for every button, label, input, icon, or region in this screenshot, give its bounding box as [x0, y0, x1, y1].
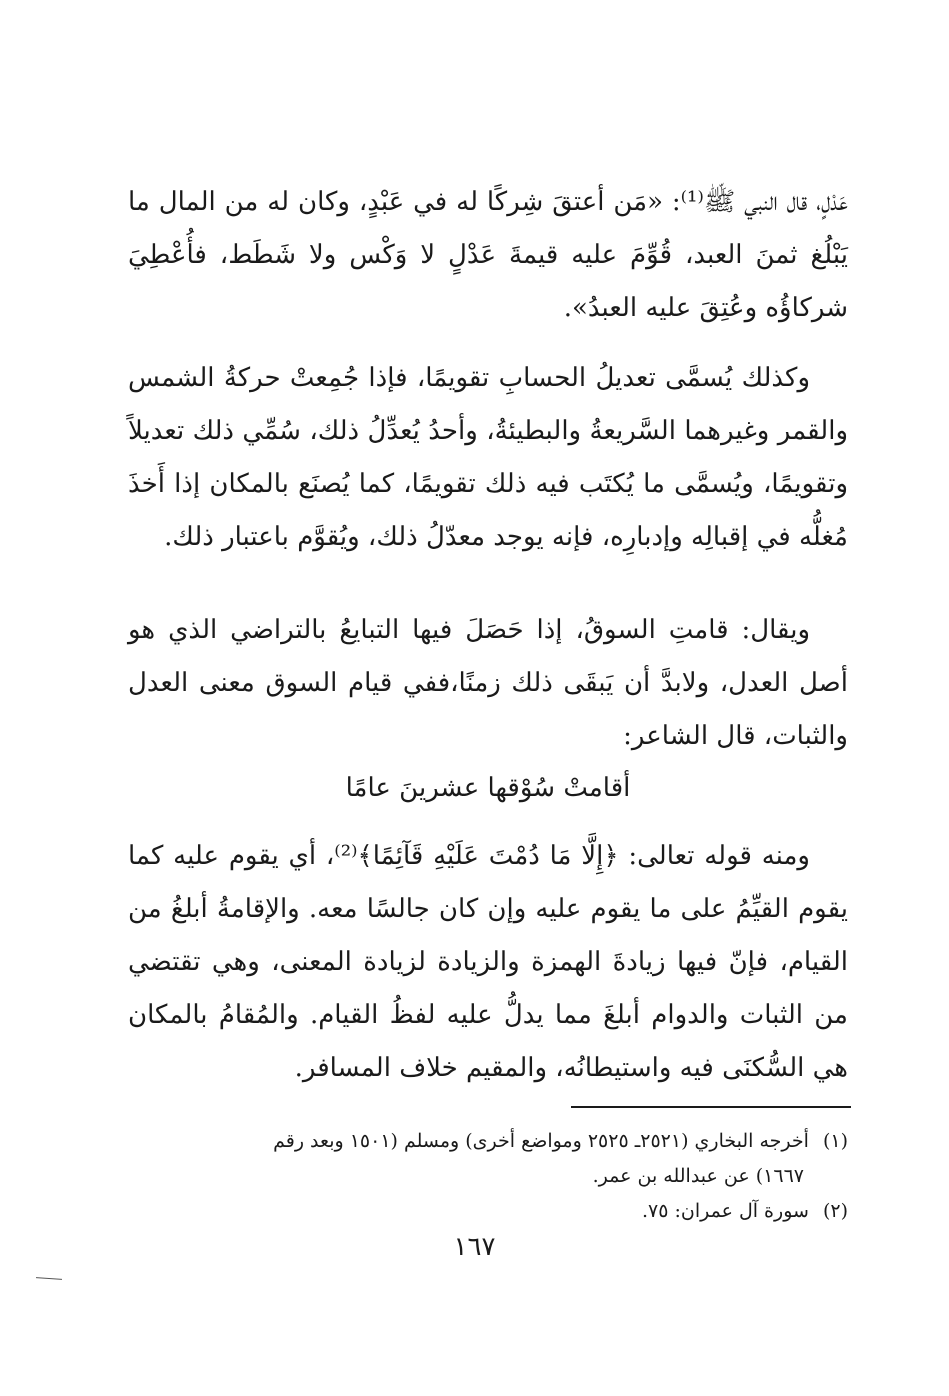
paragraph-iqamah: ومنه قوله تعالى: ﴿إِلَّا مَا دُمْتَ عَلَيْهِ قَآئِمًا﴾⁽²⁾، أي يقوم عليه كما يقوم القيِّمُ على ما يقوم عليه وإن كان جالسًا معه. والإقامةُ أبلغُ من القيام، فإنّ فيها زيادةَ الهمزة والزيادة لزيادة المعنى، وهي تقتضي من الثبات والدوام أبلغَ مما يدلُّ عليه لفظُ القيام. والمُقامُ بالمكان هي السُّكنَى فيه واستيطانُه، والمقيم خلاف المسافر.	[128, 841, 848, 1083]
footnote-2	[128, 1194, 848, 1229]
footnote-text: أخرجه البخاري (٢٥٢١ـ ٢٥٢٥ ومواضع أخرى) ومسلم (١٥٠١ وبعد رقم	[273, 1130, 809, 1152]
footnote-number: (٢)	[822, 1200, 848, 1222]
page-number: ١٦٧	[453, 1232, 496, 1262]
footnotes-section	[128, 1124, 848, 1229]
paragraph-taqwim: وكذلك يُسمَّى تعديلُ الحسابِ تقويمًا، فإذا جُمِعتْ حركةُ الشمس والقمر وغيرهما السَّريعةُ والبطيئةُ، وأحدُ يُعدِّلُ ذلك، سُمِّي ذلك تعديلاً وتقويمًا، ويُسمَّى ما يُكتَب فيه ذلك تقويمًا، كما يُصنَع بالمكان إذا أَخذَ مُغلُّه في إقبالِه وإدبارِه، فإنه يوجد معدّلُ ذلك، ويُقوَّم باعتبار ذلك.	[128, 363, 848, 552]
scan-mark	[36, 1277, 62, 1280]
footnote-separator	[571, 1106, 851, 1108]
poetry-verse: أقامتْ سُوْقها عشرينَ عامًا	[345, 773, 631, 803]
footnote-1-continuation: ١٦٦٧) عن عبدالله بن عمر.	[592, 1165, 804, 1187]
paragraph-market: ويقال: قامتِ السوقُ، إذا حَصَلَ فيها التبايعُ بالتراضي الذي هو أصل العدل، ولابدَّ أن يَبقَى ذلك زمنًا،ففي قيام السوق معنى العدل والثبات، قال الشاعر:	[128, 615, 848, 751]
paragraph-hadith: عَدْلٍ، قال النبي ﷺ⁽¹⁾: «مَن أعتقَ شِركًا له في عَبْدٍ، وكان له من المال ما يَبْلُغ ثمنَ العبد، قُوِّمَ عليه قيمةَ عَدْلٍ لا وَكْس ولا شَطَط، فأُعْطِيَ شركاؤُه وعُتِقَ عليه العبدُ».	[128, 187, 848, 323]
footnote-text: سورة آل عمران: ٧٥.	[641, 1200, 809, 1222]
footnote-1	[128, 1124, 848, 1159]
footnote-number: (١)	[822, 1130, 848, 1152]
